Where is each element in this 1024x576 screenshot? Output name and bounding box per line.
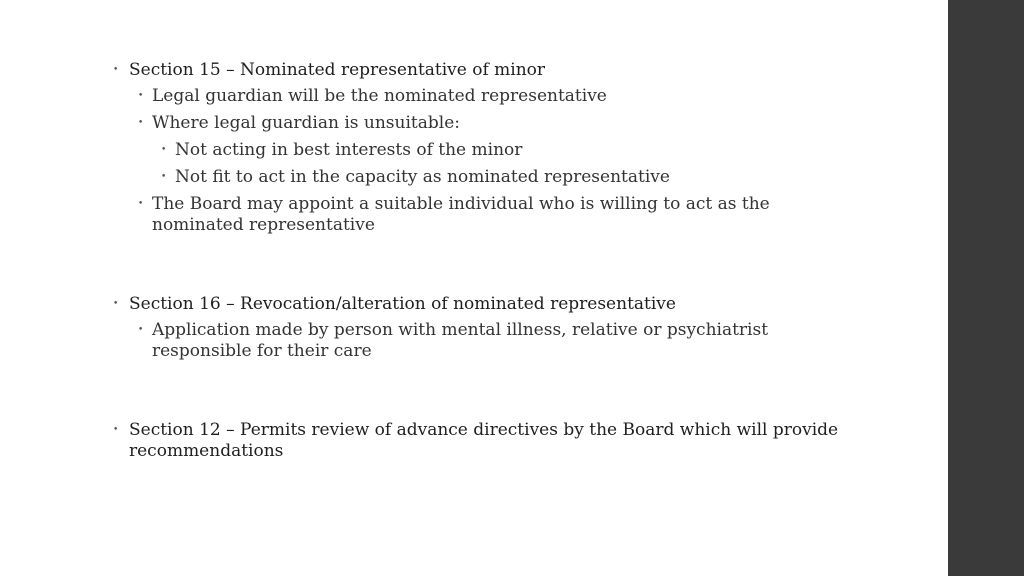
bullet-not-best-interests [175, 140, 915, 161]
bullet-text: The Board may appoint a suitable individual who is willing to act as the nominated representative [152, 194, 770, 235]
bullet-text: Legal guardian will be the nominated representative [152, 86, 607, 106]
bullet-text: Section 16 – Revocation/alteration of nominated representative [129, 294, 676, 314]
bullet-application [152, 320, 802, 362]
bullet-section-15 [129, 60, 929, 81]
bullet-dot: • [113, 65, 119, 75]
bullet-section-16 [129, 294, 929, 315]
bullet-dot: • [138, 91, 144, 101]
bullet-dot: • [138, 199, 144, 209]
bullet-legal-guardian [152, 86, 912, 107]
bullet-dot: • [138, 118, 144, 128]
bullet-text: Not acting in best interests of the minor [175, 140, 523, 160]
bullet-guardian-unsuitable [152, 113, 912, 134]
bullet-text: Not fit to act in the capacity as nominated representative [175, 167, 670, 187]
bullet-board-appoint [152, 194, 802, 236]
bullet-not-fit [175, 167, 915, 188]
bullet-dot: • [161, 172, 167, 182]
bullet-dot: • [161, 145, 167, 155]
bullet-text: Application made by person with mental illness, relative or psychiatrist responsible for their care [152, 320, 769, 361]
bullet-dot: • [113, 425, 119, 435]
bullet-section-12 [129, 420, 874, 462]
bullet-text: Section 12 – Permits review of advance directives by the Board which will provide recommendations [129, 420, 839, 461]
bullet-text: Section 15 – Nominated representative of minor [129, 60, 546, 80]
bullet-text: Where legal guardian is unsuitable: [152, 113, 460, 133]
side-bar [948, 0, 1024, 576]
bullet-dot: • [113, 299, 119, 309]
bullet-dot: • [138, 325, 144, 335]
